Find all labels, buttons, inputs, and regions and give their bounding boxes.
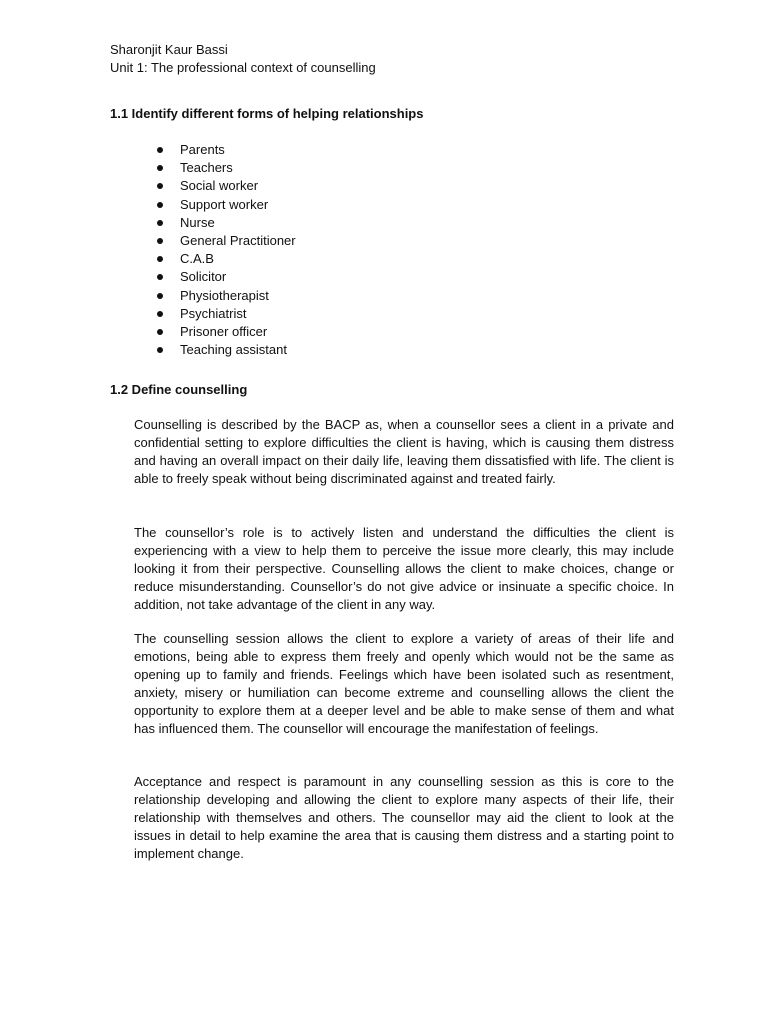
bullet-icon [157,220,163,226]
bullet-icon [157,147,163,153]
list-item [0,159,768,177]
paragraph: The counselling session allows the client to explore a variety of areas of their life and emotions, being able to express them freely and openly which would not be the same as opening up to family and friends. Feelings which have been isolated such as resentment, anxiety, misery or humiliation can become extreme and counselling allows the client the opportunity to explore them at a deeper level and be able to make sense of them and what has influenced them. The counsellor will encourage the manifestation of feelings. [134,631,674,736]
list-item-text: Prisoner officer [180,323,268,339]
paragraph: Acceptance and respect is paramount in any counselling session as this is core to the relationship developing and allowing the client to explore many aspects of their life, their relationship with themselves and others. The counsellor may aid the client to look at the issues in detail to help examine the area that is causing them distress and a starting point to implement change. [134,774,674,861]
list-item [0,141,768,159]
list-item [0,287,768,305]
bullet-icon [157,347,163,353]
list-item [0,214,768,232]
list-item [0,305,768,323]
list-item [0,323,768,341]
helping-relationships-list [0,141,768,359]
unit-title: Unit 1: The professional context of counselling [110,60,376,75]
list-item-text: General Practitioner [180,232,296,248]
author-name: Sharonjit Kaur Bassi [110,42,228,57]
list-item-text: Teachers [180,160,233,176]
bullet-icon [157,311,163,317]
bullet-icon [157,329,163,335]
bullet-icon [157,202,163,208]
list-item-text: Psychiatrist [180,305,247,321]
section-heading-define-counselling: 1.2 Define counselling [110,382,248,397]
list-item-text: Solicitor [180,269,227,285]
list-item-text: C.A.B [180,251,214,267]
list-item [0,268,768,286]
bullet-icon [157,183,163,189]
list-item [0,232,768,250]
list-item [0,250,768,268]
bullet-icon [157,293,163,299]
list-item [0,341,768,359]
list-item [0,177,768,195]
bullet-icon [157,274,163,280]
list-item-text: Nurse [180,214,215,230]
list-item-text: Physiotherapist [180,287,269,303]
bullet-icon [157,256,163,262]
list-item [0,196,768,214]
list-item-text: Social worker [180,178,259,194]
bullet-icon [157,165,163,171]
paragraph: Counselling is described by the BACP as, when a counsellor sees a client in a private and confidential setting to explore difficulties the client is having, which is causing them distress and having an overall impact on their daily life, leaving them dissatisfied with life. The client is able to freely speak without being discriminated against and treated fairly. [134,417,674,486]
list-item-text: Teaching assistant [180,342,287,358]
bullet-icon [157,238,163,244]
list-item-text: Support worker [180,196,269,212]
paragraph: The counsellor’s role is to actively listen and understand the difficulties the client is experiencing with a view to help them to perceive the issue more clearly, this may include looking it from their perspective. Counselling allows the client to make choices, change or reduce misunderstanding. Counsellor’s do not give advice or insinuate a specific choice. In addition, not take advantage of the client in any way. [134,525,674,612]
list-item-text: Parents [180,142,225,157]
section-heading-helping-relationships: 1.1 Identify different forms of helping relationships [110,106,424,121]
